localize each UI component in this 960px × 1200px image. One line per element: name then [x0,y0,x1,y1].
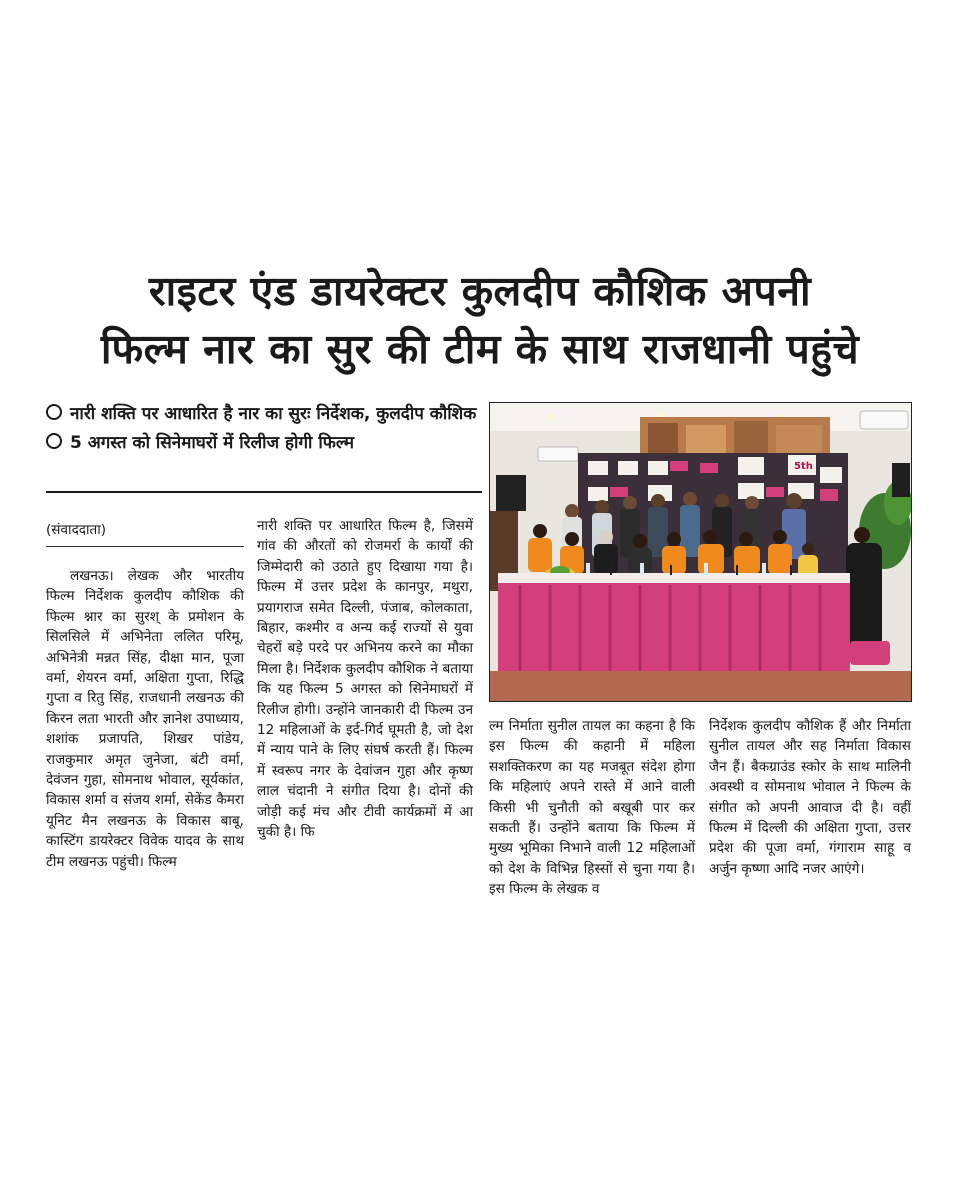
photo-illustration [490,403,911,701]
highlight-text: नारी शक्ति पर आधारित है नार का सुरः निर्देशक, कुलदीप कौशिक [70,404,477,424]
byline: (संवाददाता) [46,522,107,538]
highlight-item [46,400,482,429]
article-column-4: निर्देशक कुलदीप कौशिक हैं और निर्माता सुनील तायल और सह निर्माता विकास जैन हैं। बैकग्राउंड स्कोर के साथ मालिनी अवस्थी व सोमनाथ भोवाल ने फिल्म के संगीत को अपनी आवाज दी है। वहीं फिल्म में दिल्ली की अक्षिता गुप्ता, उत्तर प्रदेश की पूजा वर्मा, गंगाराम साहू व अर्जुन कृष्णा आदि नजर आएंगे। [709,718,911,877]
circle-bullet-icon [46,433,62,449]
headline-line-2: फिल्म नार का सुर की टीम के साथ राजधानी पहुंचे [100,325,860,373]
article-column-3: ल्म निर्माता सुनील तायल का कहना है कि इस फिल्म की कहानी में महिला सशक्तिकरण का यह मजबूत संदेश होगा कि महिलाएं अपने रास्ते में आने वाली किसी भी चुनौती को बखूबी पार कर सकती हैं। उन्होंने बताया कि फिल्म में मुख्य भूमिका निभाने वाली 12 महिलाओं को देश के विभिन्न हिस्सों से चुना गया है। इस फिल्म के लेखक व [489,718,695,898]
highlight-item [46,429,482,458]
byline-divider [46,546,244,547]
press-conference-photo [489,402,912,702]
article-column-1: लखनऊ। लेखक और भारतीय फिल्म निर्देशक कुलदीप कौशिक की फिल्म श्नार का सुरश् के प्रमोशन के सिलसिले में अभिनेता ललित परिमू, अभिनेत्री मन्नत सिंह, दीक्षा मान, पूजा वर्मा, शेयरन वर्मा, अक्षिता गुप्ता, रिद्धि गुप्ता व रितु सिंह, राजधानी लखनऊ की किरन लता भारती और ज्ञानेश उपाध्याय, शशांक प्रजापति, शिखर पांडेय, राजकुमार अमृत जुनेजा, बंटी वर्मा, देवंजन गुहा, सोमनाथ भोवाल, सूर्यकांत, विकास शर्मा व संजय शर्मा, सेकेंड कैमरा यूनिट मैन लखनऊ के विकास बाबू, कास्टिंग डायरेक्टर विवेक यादव के साथ टीम लखनऊ पहुंची। फिल्म [46,568,244,870]
circle-bullet-icon [46,404,62,420]
highlight-text: 5 अगस्त को सिनेमाघरों में रिलीज होगी फिल्म [70,433,355,453]
backdrop-label: 5th [794,461,813,472]
highlights [46,400,482,458]
headline-line-1: राइटर एंड डायरेक्टर कुलदीप कौशिक अपनी [148,267,812,315]
headline [60,262,900,378]
article-column-2: नारी शक्ति पर आधारित फिल्म है, जिसमें गांव की औरतों को रोजमर्रा के कार्यों की जिम्मेदारी को उठाते हुए दिखाया गया है। फिल्म में उत्तर प्रदेश के कानपुर, मथुरा, प्रयागराज समेत दिल्ली, पंजाब, कोलकाता, बिहार, कश्मीर व अन्य कई राज्यों से युवा चेहरों बड़े परदे पर अभिनय करने का मौका मिला है। निर्देशक कुलदीप कौशिक ने बताया कि यह फिल्म 5 अगस्त को सिनेमाघरों में रिलीज होगी। उन्होंने जानकारी दी फिल्म उन 12 महिलाओं के इर्द-गिर्द घूमती है, जो देश में न्याय पाने के लिए संघर्ष करती हैं। फिल्म में स्वरूप नगर के देवांजन गुहा और कृष्ण लाल चंदानी ने संगीत दिया है। दोनों की जोड़ी कई मंच और टीवी कार्यक्रमों में आ चुकी है। फि [257,518,473,841]
highlights-divider [46,491,482,493]
